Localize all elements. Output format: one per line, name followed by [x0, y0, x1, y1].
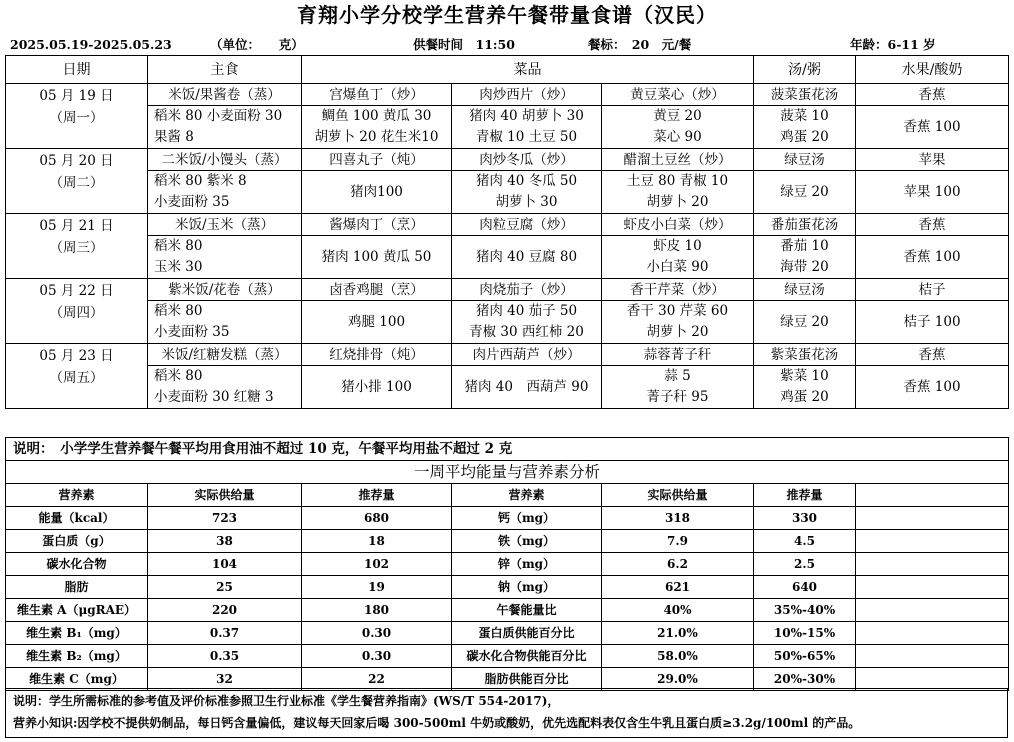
actual-value-2: 29.0%	[602, 668, 754, 691]
col-fruit: 水果/酸奶	[856, 56, 1009, 84]
recommended-value: 19	[302, 576, 452, 599]
nutrition-row	[6, 645, 1009, 668]
dish-ingredient: 胡萝卜 30	[495, 194, 558, 210]
dish-ingredient: 青椒 10 土豆 50	[475, 129, 578, 145]
dish-detail	[302, 301, 452, 344]
dish-ingredient: 蒜 5	[664, 368, 691, 384]
weekly-menu-table	[5, 55, 1009, 409]
staple-detail	[148, 171, 302, 214]
dish-detail	[302, 106, 452, 149]
fruit-name: 苹果	[856, 149, 1009, 171]
nutrition-empty-cell	[856, 576, 1009, 599]
fruit-detail: 香蕉 100	[856, 106, 1009, 149]
day-weekday: （周二）	[49, 175, 104, 191]
recommended-value-2: 10%-15%	[754, 622, 856, 645]
dish-ingredient: 猪小排 100	[341, 378, 412, 395]
staple-ingredient: 稻米 80	[154, 238, 203, 254]
actual-value: 25	[148, 576, 302, 599]
footer-notes	[5, 688, 1008, 738]
soup-name: 绿豆汤	[754, 149, 856, 171]
actual-value: 0.35	[148, 645, 302, 668]
soup-ingredient: 鸡蛋 20	[780, 129, 829, 145]
age-label: 年龄：6-11 岁	[850, 37, 936, 52]
recommended-value: 0.30	[302, 645, 452, 668]
fruit-detail: 苹果 100	[856, 171, 1009, 214]
recommended-value: 680	[302, 507, 452, 530]
recommended-value: 18	[302, 530, 452, 553]
nutrient-name-2: 锌（mg）	[452, 553, 602, 576]
nut-head-empty	[856, 484, 1009, 507]
dish-detail	[452, 301, 602, 344]
dish-name: 肉炒西片（炒）	[452, 84, 602, 106]
dish-ingredient: 菜心 90	[653, 129, 702, 145]
day-weekday: （周四）	[49, 305, 104, 321]
nutrient-name-2: 钠（mg）	[452, 576, 602, 599]
soup-detail	[754, 301, 856, 344]
soup-detail	[754, 236, 856, 279]
day-cell	[6, 344, 148, 409]
dish-name: 香干芹菜（炒）	[602, 279, 754, 301]
dish-name: 蒜蓉菁子秆	[602, 344, 754, 366]
fruit-name: 香蕉	[856, 344, 1009, 366]
nutrition-empty-cell	[856, 530, 1009, 553]
soup-ingredient: 绿豆 20	[780, 183, 829, 200]
soup-detail	[754, 106, 856, 149]
dish-ingredient: 猪肉 40 茄子 50	[475, 303, 578, 319]
dish-ingredient: 猪肉 40 冬瓜 50	[475, 173, 578, 189]
dish-name: 宫爆鱼丁（炒）	[302, 84, 452, 106]
dish-ingredient: 菁子秆 95	[646, 389, 709, 405]
nut-head-nutrient-2: 营养素	[452, 484, 602, 507]
menu-detail-row	[6, 106, 1009, 149]
nutrition-empty-cell	[856, 599, 1009, 622]
nutrition-row	[6, 530, 1009, 553]
recommended-value-2: 2.5	[754, 553, 856, 576]
dish-ingredient: 小白菜 90	[646, 259, 709, 275]
nutrition-empty-cell	[856, 507, 1009, 530]
staple-ingredient: 小麦面粉 35	[154, 324, 230, 340]
nutrition-header-row	[6, 484, 1009, 507]
nutrition-empty-cell	[856, 645, 1009, 668]
col-date: 日期	[6, 56, 148, 84]
nut-head-recommended-2: 推荐量	[754, 484, 856, 507]
dish-detail	[602, 366, 754, 409]
recommended-value-2: 50%-65%	[754, 645, 856, 668]
nutrient-name: 蛋白质（g）	[6, 530, 148, 553]
menu-detail-row	[6, 171, 1009, 214]
nut-head-recommended: 推荐量	[302, 484, 452, 507]
soup-detail	[754, 366, 856, 409]
dish-ingredient: 虾皮 10	[653, 238, 702, 254]
staple-name: 米饭/果酱卷（蒸）	[148, 84, 302, 106]
menu-day-row	[6, 344, 1009, 366]
dish-name: 肉片西葫芦（炒）	[452, 344, 602, 366]
day-weekday: （周三）	[49, 240, 104, 256]
dish-ingredient: 鲷鱼 100 黄瓜 30	[321, 108, 432, 124]
day-date: 05 月 21 日	[39, 218, 114, 234]
dish-detail	[302, 171, 452, 214]
dish-ingredient: 鸡腿 100	[347, 313, 406, 330]
soup-ingredient: 番茄 10	[780, 238, 829, 254]
staple-name: 米饭/红糖发糕（蒸）	[148, 344, 302, 366]
nutrient-name: 碳水化合物	[6, 553, 148, 576]
soup-ingredient: 鸡蛋 20	[780, 389, 829, 405]
dish-detail	[452, 366, 602, 409]
soup-ingredient: 菠菜 10	[780, 108, 829, 124]
dish-name: 酱爆肉丁（烹）	[302, 214, 452, 236]
menu-day-row	[6, 84, 1009, 106]
actual-value: 723	[148, 507, 302, 530]
staple-name: 二米饭/小馒头（蒸）	[148, 149, 302, 171]
fruit-detail: 香蕉 100	[856, 366, 1009, 409]
soup-name: 番茄蛋花汤	[754, 214, 856, 236]
nutrient-name: 维生素 C（mg）	[6, 668, 148, 691]
staple-ingredient: 稻米 80	[154, 303, 203, 319]
soup-ingredient: 紫菜 10	[780, 368, 829, 384]
menu-header-row	[6, 56, 1009, 84]
actual-value-2: 6.2	[602, 553, 754, 576]
soup-name: 绿豆汤	[754, 279, 856, 301]
day-date: 05 月 23 日	[39, 348, 114, 364]
day-cell	[6, 149, 148, 214]
actual-value: 32	[148, 668, 302, 691]
col-staple: 主食	[148, 56, 302, 84]
dish-name: 红烧排骨（炖）	[302, 344, 452, 366]
menu-detail-row	[6, 366, 1009, 409]
soup-ingredient: 绿豆 20	[780, 313, 829, 330]
nutrient-name: 维生素 B₁（mg）	[6, 622, 148, 645]
staple-ingredient: 小麦面粉 35	[154, 194, 230, 210]
unit-label: （单位： 克）	[210, 37, 304, 52]
menu-detail-row	[6, 236, 1009, 279]
menu-day-row	[6, 149, 1009, 171]
nutrient-name-2: 钙（mg）	[452, 507, 602, 530]
day-date: 05 月 19 日	[39, 88, 114, 104]
fruit-detail: 桔子 100	[856, 301, 1009, 344]
day-weekday: （周一）	[49, 110, 104, 126]
actual-value-2: 621	[602, 576, 754, 599]
nutrition-table	[5, 437, 1009, 691]
dish-ingredient: 猪肉 40 胡萝卜 30	[469, 108, 584, 124]
staple-ingredient: 稻米 80 紫米 8	[154, 173, 247, 189]
dish-name: 醋溜土豆丝（炒）	[602, 149, 754, 171]
dish-detail	[302, 366, 452, 409]
staple-detail	[148, 106, 302, 149]
dish-name: 肉炒冬瓜（炒）	[452, 149, 602, 171]
nutrition-row	[6, 599, 1009, 622]
dish-ingredient: 土豆 80 青椒 10	[626, 173, 729, 189]
dish-ingredient: 香干 30 芹菜 60	[626, 303, 729, 319]
actual-value: 0.37	[148, 622, 302, 645]
fruit-name: 桔子	[856, 279, 1009, 301]
actual-value-2: 58.0%	[602, 645, 754, 668]
nutrition-row	[6, 622, 1009, 645]
nut-head-nutrient: 营养素	[6, 484, 148, 507]
nutrition-row	[6, 507, 1009, 530]
price-label: 餐标： 20 元/餐	[588, 37, 692, 52]
staple-name: 紫米饭/花卷（蒸）	[148, 279, 302, 301]
dish-ingredient: 黄豆 20	[653, 108, 702, 124]
dish-detail	[602, 171, 754, 214]
nutrition-section-title: 一周平均能量与营养素分析	[6, 461, 1009, 484]
dish-detail	[302, 236, 452, 279]
menu-detail-row	[6, 301, 1009, 344]
staple-ingredient: 稻米 80 小麦面粉 30	[154, 108, 283, 124]
nutrient-name-2: 蛋白质供能百分比	[452, 622, 602, 645]
col-dishes: 菜品	[302, 56, 754, 84]
nutrition-section-row	[6, 461, 1009, 484]
actual-value-2: 40%	[602, 599, 754, 622]
dish-ingredient: 猪肉 100 黄瓜 50	[321, 248, 432, 265]
dish-detail	[452, 236, 602, 279]
actual-value: 220	[148, 599, 302, 622]
staple-detail	[148, 301, 302, 344]
col-soup: 汤/粥	[754, 56, 856, 84]
nutrient-name-2: 脂肪供能百分比	[452, 668, 602, 691]
nutrition-empty-cell	[856, 622, 1009, 645]
serve-time: 供餐时间 11:50	[413, 37, 515, 52]
date-range: 2025.05.19-2025.05.23	[10, 37, 172, 52]
dish-ingredient: 胡萝卜 20	[646, 194, 709, 210]
nutrient-name-2: 午餐能量比	[452, 599, 602, 622]
soup-name: 菠菜蛋花汤	[754, 84, 856, 106]
staple-ingredient: 稻米 80	[154, 368, 203, 384]
nutrient-name-2: 铁（mg）	[452, 530, 602, 553]
dish-detail	[452, 171, 602, 214]
menu-day-row	[6, 279, 1009, 301]
dish-ingredient: 猪肉 40 豆腐 80	[475, 248, 578, 265]
dish-ingredient: 胡萝卜 20 花生米10	[314, 129, 439, 145]
soup-name: 紫菜蛋花汤	[754, 344, 856, 366]
document-title: 育翔小学分校学生营养午餐带量食谱（汉民）	[297, 3, 717, 27]
dish-ingredient: 青椒 30 西红柿 20	[469, 324, 584, 340]
dish-ingredient: 猪肉100	[350, 183, 403, 200]
dish-detail	[452, 106, 602, 149]
nutrient-name: 能量（kcal）	[6, 507, 148, 530]
day-weekday: （周五）	[49, 370, 104, 386]
day-date: 05 月 20 日	[39, 153, 114, 169]
dish-ingredient: 猪肉 40 西葫芦 90	[464, 378, 589, 395]
dish-name: 肉粒豆腐（炒）	[452, 214, 602, 236]
day-cell	[6, 84, 148, 149]
staple-detail	[148, 236, 302, 279]
actual-value-2: 318	[602, 507, 754, 530]
recommended-value: 180	[302, 599, 452, 622]
fruit-detail: 香蕉 100	[856, 236, 1009, 279]
day-date: 05 月 22 日	[39, 283, 114, 299]
dish-detail	[602, 236, 754, 279]
nutrient-name-2: 碳水化合物供能百分比	[452, 645, 602, 668]
dish-ingredient: 胡萝卜 20	[646, 324, 709, 340]
nutrient-name: 脂肪	[6, 576, 148, 599]
soup-detail	[754, 171, 856, 214]
staple-name: 米饭/玉米（蒸）	[148, 214, 302, 236]
footer-standard-note: 说明：学生所需标准的参考值及评价标准参照卫生行业标准《学生餐营养指南》(WS/T 554-2017)，	[13, 694, 560, 708]
staple-ingredient: 玉米 30	[154, 259, 203, 275]
nut-head-actual-2: 实际供给量	[602, 484, 754, 507]
staple-ingredient: 果酱 8	[154, 129, 194, 145]
day-cell	[6, 279, 148, 344]
recommended-value-2: 330	[754, 507, 856, 530]
dish-name: 虾皮小白菜（炒）	[602, 214, 754, 236]
menu-day-row	[6, 214, 1009, 236]
actual-value: 38	[148, 530, 302, 553]
fruit-name: 香蕉	[856, 214, 1009, 236]
oil-salt-note-row	[6, 438, 1009, 461]
staple-detail	[148, 366, 302, 409]
recommended-value-2: 640	[754, 576, 856, 599]
footer-nutrition-tip: 营养小知识:因学校不提供奶制品，每日钙含量偏低，建议每天回家后喝 300-500ml 牛奶或酸奶，优先选配料表仅含生牛乳且蛋白质≥3.2g/100ml 的产品。	[13, 716, 861, 730]
fruit-name: 香蕉	[856, 84, 1009, 106]
recommended-value-2: 35%-40%	[754, 599, 856, 622]
actual-value-2: 21.0%	[602, 622, 754, 645]
dish-name: 卤香鸡腿（烹）	[302, 279, 452, 301]
recommended-value-2: 20%-30%	[754, 668, 856, 691]
nutrition-row	[6, 553, 1009, 576]
dish-detail	[602, 301, 754, 344]
nutrient-name: 维生素 A（μgRAE）	[6, 599, 148, 622]
dish-name: 四喜丸子（炖）	[302, 149, 452, 171]
nutrition-empty-cell	[856, 553, 1009, 576]
staple-ingredient: 小麦面粉 30 红糖 3	[154, 389, 274, 405]
actual-value-2: 7.9	[602, 530, 754, 553]
recommended-value: 22	[302, 668, 452, 691]
nut-head-actual: 实际供给量	[148, 484, 302, 507]
day-cell	[6, 214, 148, 279]
nutrient-name: 维生素 B₂（mg）	[6, 645, 148, 668]
recommended-value: 102	[302, 553, 452, 576]
dish-name: 肉烧茄子（炒）	[452, 279, 602, 301]
dish-detail	[602, 106, 754, 149]
recommended-value-2: 4.5	[754, 530, 856, 553]
nutrition-row	[6, 576, 1009, 599]
oil-salt-note: 说明： 小学学生营养餐午餐平均用食用油不超过 10 克，午餐平均用盐不超过 2 克	[6, 438, 1009, 461]
recommended-value: 0.30	[302, 622, 452, 645]
actual-value: 104	[148, 553, 302, 576]
dish-name: 黄豆菜心（炒）	[602, 84, 754, 106]
soup-ingredient: 海带 20	[780, 259, 829, 275]
